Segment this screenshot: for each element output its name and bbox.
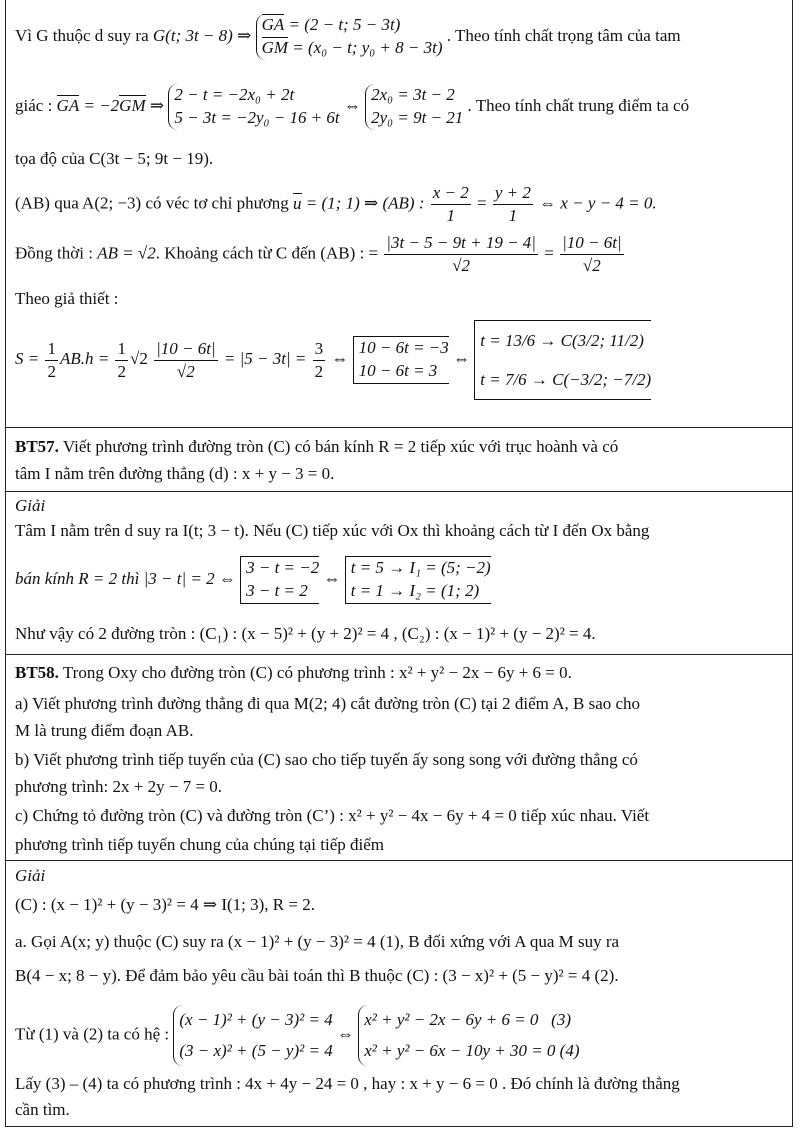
bt58-part-a-line2: M là trung điểm đoạn AB. (15, 721, 194, 740)
fraction (431, 182, 471, 227)
exercise-label: BT57. (15, 437, 59, 456)
denominator: 1 (508, 206, 518, 226)
numerator: |10 − 6t| (154, 338, 218, 361)
math: x² + y² − 6x − 10y + 30 = 0 (4) (364, 1040, 580, 1060)
solution-continued-block (6, 0, 792, 427)
math: 3 − t = −2 (246, 558, 320, 577)
bt58-part-b-line2: phương trình: 2x + 2y − 7 = 0. (15, 777, 223, 796)
math: t = 13/6 → C(3/2; 11/2) (480, 331, 644, 350)
equation-system (365, 84, 463, 130)
sol57-line2 (15, 556, 786, 604)
vector-system (256, 14, 443, 60)
math: 10 − 6t = 3 (358, 361, 438, 381)
part1-line5 (15, 232, 786, 277)
solution-bt58 (6, 860, 792, 1126)
math: ⇔ (343, 95, 361, 115)
part1-line1 (15, 14, 786, 60)
vector-u: u (293, 193, 302, 213)
vector-gm: GM (119, 95, 146, 115)
bt58-part-a-line1: a) Viết phương trình đường thẳng đi qua M(2; 4) cắt đường tròn (C) tại 2 điểm A, B sao cho (15, 694, 641, 713)
equation-system (168, 84, 339, 130)
math: = −2 (83, 95, 120, 115)
math: √2 (129, 349, 148, 368)
exercise-bt58 (6, 654, 792, 860)
numerator: 3 (313, 338, 326, 361)
denominator: 1 (446, 206, 455, 226)
math: t = 5 → I₁ = (5; −2) (350, 558, 491, 577)
exercise-label: BT58. (15, 663, 59, 682)
math: = |5 − 3t| = (223, 349, 307, 368)
document-page (5, 0, 793, 1127)
math: x² + y² − 2x − 6y + 6 = 0 (3) (364, 1010, 572, 1029)
bt57-line2: tâm I nằm trên đường thẳng (d) : x + y − 3 = 0. (15, 464, 335, 483)
text: Viết phương trình đường tròn (C) có bán kính R = 2 tiếp xúc với trục hoành và có (62, 437, 619, 456)
bt58-part-c-line1: c) Chứng tỏ đường tròn (C) và đường tròn (C’) : x² + y² − 4x − 6y + 4 = 0 tiếp xúc nhau. Viết (15, 806, 650, 825)
fraction (45, 338, 58, 383)
sol58-line5: Lấy (3) – (4) ta có phương trình : 4x + 4y − 24 = 0 , hay : x + y − 6 = 0 . Đó chính là đường thẳng (15, 1074, 680, 1093)
math: = (544, 243, 554, 263)
numerator: 1 (45, 338, 58, 361)
math: 10 − 6t = −3 (358, 338, 449, 358)
sol57-line1: Tâm I nằm trên d suy ra I(t; 3 − t). Nếu (C) tiếp xúc với Ox thì khoảng cách từ I đến Ox bằng (15, 521, 650, 540)
case-bracket (474, 320, 651, 400)
vector-ga: GA (261, 15, 285, 34)
sol58-line1: (C) : (x − 1)² + (y − 3)² = 4 ⇒ I(1; 3), R = 2. (15, 895, 315, 914)
sol58-line3: B(4 − x; 8 − y). Để đảm bảo yêu cầu bài toán thì B thuộc (C) : (3 − x)² + (5 − y)² = 4 (2). (15, 966, 619, 985)
numerator: |10 − 6t| (560, 232, 624, 255)
math: ⇔ (453, 349, 471, 368)
math: AB = √2 (97, 243, 156, 263)
math: AB.h = (59, 349, 110, 368)
vector-gm: GM (261, 37, 289, 57)
text: . Theo tính chất trọng tâm của tam (446, 25, 681, 45)
text: Trong Oxy cho đường tròn (C) có phương trình : x² + y² − 2x − 6y + 6 = 0. (62, 663, 572, 682)
solution-heading: Giải (15, 496, 46, 515)
text: Đồng thời : (15, 243, 93, 263)
text: (AB) qua A(2; −3) có véc tơ chỉ phương (15, 193, 289, 213)
solution-heading: Giải (15, 866, 46, 885)
math: ⇔ (323, 568, 341, 588)
exercise-bt57 (6, 427, 792, 491)
math: = (2 − t; 5 − 3t) (288, 15, 401, 34)
bt57-line1 (15, 436, 786, 458)
math: = (477, 193, 487, 213)
vector-ga: GA (56, 95, 80, 115)
part1-line6: Theo giả thiết : (15, 289, 119, 308)
math: ⇒ (149, 95, 165, 115)
math: ⇔ x − y − 4 = 0. (539, 193, 657, 213)
numerator: |3t − 5 − 9t + 19 − 4| (384, 232, 538, 255)
denominator: √2 (176, 361, 195, 381)
text: Vì G thuộc d suy ra (15, 25, 149, 45)
solution-bt57 (6, 491, 792, 654)
sol58-line4 (15, 1005, 786, 1066)
sol58-line2: a. Gọi A(x; y) thuộc (C) suy ra (x − 1)² + (y − 3)² = 4 (1), B đối xứng với A qua M suy ra (15, 932, 620, 951)
fraction (493, 182, 533, 227)
part1-line4 (15, 182, 786, 227)
bt58-line1 (15, 662, 786, 684)
text: . Khoảng cách từ C đến (AB) : = (155, 243, 379, 263)
fraction (560, 232, 624, 277)
math: S = (15, 349, 40, 368)
math: ⇔ (331, 349, 349, 368)
part1-line2 (15, 84, 786, 130)
fraction (313, 338, 326, 383)
math: ⇔ (336, 1024, 354, 1044)
math: = (x₀ − t; y₀ + 8 − 3t) (292, 37, 443, 57)
part1-line7 (15, 320, 786, 400)
bt58-part-b-line1: b) Viết phương trình tiếp tuyến của (C) sao cho tiếp tuyến ấy song song với đường thẳng có (15, 750, 638, 769)
math: 2y₀ = 9t − 21 (371, 107, 464, 127)
sol57-line3: Như vậy có 2 đường tròn : (C₁) : (x − 5)² + (y + 2)² = 4 , (C₂) : (x − 1)² + (y − 2)² = 4. (15, 624, 596, 643)
math: t = 7/6 → C(−3/2; −7/2) (480, 370, 652, 390)
math: (3 − x)² + (5 − y)² = 4 (179, 1040, 333, 1060)
case-bracket (353, 336, 449, 384)
fraction (384, 232, 538, 277)
text: . Theo tính chất trung điểm ta có (467, 95, 690, 115)
numerator: y + 2 (493, 182, 533, 205)
equation-system (173, 1005, 332, 1066)
denominator: 2 (314, 361, 324, 381)
math: (x − 1)² + (y − 3)² = 4 (179, 1010, 333, 1029)
fraction: $\frac{1}{2}$ (117, 338, 126, 381)
math: 2x₀ = 3t − 2 (371, 85, 455, 104)
text: giác : (15, 95, 53, 115)
part1-line3: tọa độ của C(3t − 5; 9t − 19). (15, 149, 214, 168)
denominator: √2 (452, 256, 471, 276)
bt58-part-c-line2: phương trình tiếp tuyến chung của chúng tại tiếp điểm (15, 835, 384, 854)
math: 3 − t = 2 (246, 580, 308, 600)
equation-system (358, 1005, 579, 1066)
denominator: √2 (582, 256, 601, 276)
case-bracket (345, 556, 491, 604)
fraction (154, 338, 218, 383)
case-bracket (240, 556, 319, 604)
math: t = 1 → I₂ = (1; 2) (350, 580, 480, 600)
text: Từ (1) và (2) ta có hệ : (15, 1024, 170, 1044)
denominator: 2 (47, 361, 56, 381)
math: ⇒ (237, 25, 252, 45)
math: 2 − t = −2x₀ + 2t (174, 85, 295, 104)
math: G(t; 3t − 8) (152, 25, 233, 45)
math: 5 − 3t = −2y₀ − 16 + 6t (174, 107, 340, 127)
numerator: x − 2 (431, 182, 471, 205)
math: = (1; 1) ⇒ (AB) : (305, 193, 425, 213)
sol58-line6: cần tìm. (15, 1100, 70, 1119)
math: bán kính R = 2 thì |3 − t| = 2 ⇔ (15, 568, 236, 588)
